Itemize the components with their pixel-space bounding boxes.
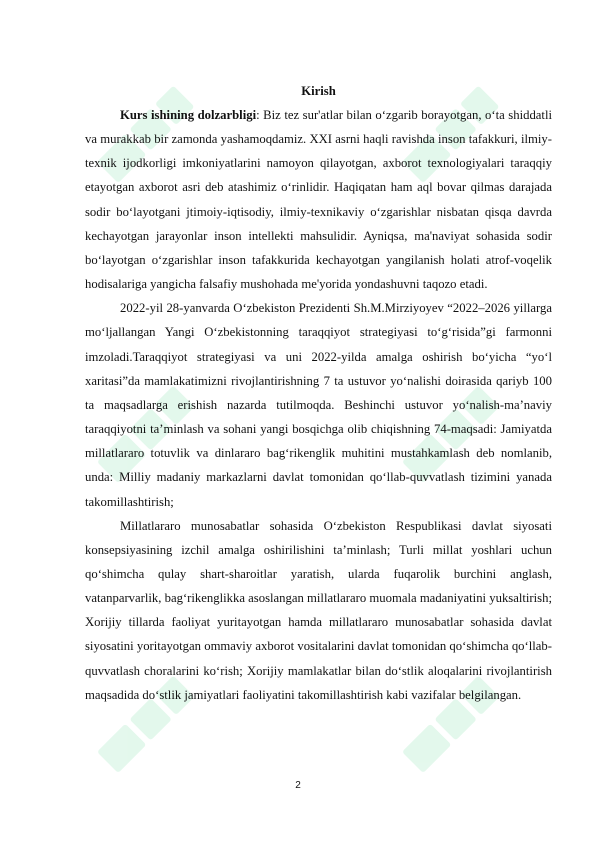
- document-body: [85, 79, 552, 707]
- paragraph-relevance: [85, 103, 552, 296]
- paragraph-text: 2022-yil 28-yanvarda O‘zbekiston Prezidenti Sh.M.Mirziyoyev “2022–2026 yillarga mo‘ljallangan Yangi O‘zbekistonning taraqqiyot strategiyasi to‘g‘risida”gi farmonni imzoladi.Taraqqiyot strategiyasi va uni 2022-yilda amalga oshirish bo‘yicha “yo‘l xaritasi”da mamlakatimizni rivojlantirishning 7 ta ustuvor yo‘nalishi doirasida qariyb 100 ta maqsadlarga erishish nazarda tutilmoqda. Beshinchi ustuvor yo‘nalish-ma’naviy taraqqiyotni ta’minlash va sohani yangi bosqichga olib chiqishning 74-maqsadi: Jamiyatda millatlararo totuvlik va dinlararo bag‘rikenglik muhitini mustahkamlash deb nomlanib, unda: Milliy madaniy markazlarni davlat tomonidan qo‘llab-quvvatlash tizimini yanada takomillashtirish;: [85, 301, 552, 509]
- paragraph-interethnic: [85, 514, 552, 707]
- section-title: Kirish: [301, 84, 336, 98]
- paragraph-lead: Kurs ishining dolzarbligi: [120, 108, 257, 122]
- paragraph-strategy: [85, 296, 552, 513]
- paragraph-text: Millatlararo munosabatlar sohasida O‘zbekiston Respublikasi davlat siyosati konsepsiyasining izchil amalga oshirilishini ta’minlash; Turli millat yoshlari uchun qo‘shimcha qulay shart-sharoitlar yaratish, ularda fuqarolik burchini anglash, vatanparvarlik, bag‘rikenglikka asoslangan millatlararo muomala madaniyatini yuksaltirish; Xorijiy tillarda faoliyat yuritayotgan hamda millatlararo munosabatlar sohasida davlat siyosatini yoritayotgan ommaviy axborot vositalarini davlat tomonidan qo‘shimcha qo‘llab-quvvatlash choralarini ko‘rish; Xorijiy mamlakatlar bilan do‘stlik aloqalarini rivojlantirish maqsadida do‘stlik jamiyatlari faoliyatini takomillashtirish kabi vazifalar belgilangan.: [85, 518, 552, 702]
- paragraph-text: : Biz tez sur'atlar bilan o‘zgarib borayotgan, o‘ta shiddatli va murakkab bir zamonda yashamoqdamiz. XXI asrni haqli ravishda inson tafakkuri, ilmiy-texnik ijodkorligi imkoniyatlarini namoyon qilayotgan, axborot texnologiyalari taraqqiy etayotgan axborot asri deb atashimiz o‘rinlidir. Haqiqatan ham aql bovar qilmas darajada sodir bo‘layotgani jtimoiy-iqtisodiy, ilmiy-texnikaviy o‘zgarishlar nisbatan qisqa davrda kechayotgan jarayonlar inson intellekti mahsulidir. Ayniqsa, ma'naviyat sohasida sodir bo‘layotgan o‘zgarishlar inson tafakkurida kechayotgan yangilanish holati atrof-voqelik hodisalariga yangicha falsafiy mushohada me'yorida yondashuvni taqozo etadi.: [85, 108, 552, 292]
- page-number: 2: [295, 780, 301, 791]
